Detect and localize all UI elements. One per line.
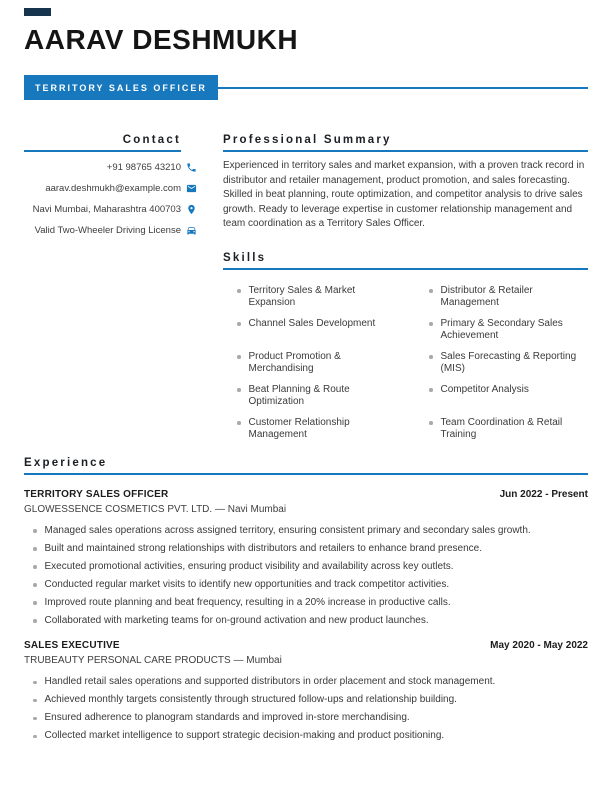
job-title: TERRITORY SALES OFFICER — [24, 488, 169, 500]
contact-heading-rule — [24, 150, 181, 152]
bullet-icon — [237, 388, 241, 392]
bullet-icon — [237, 322, 241, 326]
bullet-icon — [33, 699, 37, 703]
skills-grid — [223, 285, 588, 442]
bullet-icon — [33, 583, 37, 587]
skill-label: Sales Forecasting & Reporting (MIS) — [440, 350, 577, 375]
contact-item — [24, 183, 197, 195]
skill-item — [418, 384, 588, 409]
summary-paragraph: Experienced in territory sales and market expansion, with a proven track record in distributor and retailer management, product promotion, and sales forecasting. Skilled in beat planning, route optimization, and competitor analysis to drive sales growth. Ready to leverage expertise in customer relationship management and team coordination as a Territory Sales Officer. — [223, 160, 585, 230]
skill-item — [418, 351, 588, 376]
skill-item — [226, 318, 396, 343]
two-column-area — [24, 133, 588, 442]
summary-heading-rule — [223, 150, 588, 152]
job-bullet — [24, 597, 588, 610]
job-bullet-text: Handled retail sales operations and supported distributors in order placement and stock management. — [44, 676, 496, 688]
contact-item — [24, 162, 197, 174]
bullet-icon — [237, 355, 241, 359]
job-bullet-text: Managed sales operations across assigned territory, ensuring consistent primary and secondary sales growth. — [44, 524, 531, 536]
job-bullet-text: Conducted regular market visits to identify new opportunities and track competitor activities. — [44, 578, 450, 590]
job-company: GLOWESSENCE COSMETICS PVT. LTD. — Navi Mumbai — [24, 503, 287, 515]
job-bullet — [24, 676, 588, 689]
skill-item — [226, 384, 396, 409]
skill-item — [226, 351, 396, 376]
skill-label: Customer Relationship Management — [248, 416, 350, 441]
skill-item — [418, 285, 588, 310]
job-header — [24, 639, 588, 652]
skills-heading-rule — [223, 268, 588, 270]
job-bullet-text: Ensured adherence to planogram standards and improved in-store merchandising. — [44, 712, 410, 724]
bullet-icon — [33, 681, 37, 685]
job-title: SALES EXECUTIVE — [24, 640, 120, 652]
bullet-icon — [429, 388, 433, 392]
car-icon — [186, 225, 197, 236]
contact-item-text: Navi Mumbai, Maharashtra 400703 — [32, 204, 181, 215]
job-title-badge: TERRITORY SALES OFFICER — [24, 75, 218, 100]
experience-heading: Experience — [24, 456, 108, 469]
bullet-icon — [33, 601, 37, 605]
skill-item — [418, 417, 588, 442]
summary-heading: Professional Summary — [223, 134, 392, 146]
experience-section — [24, 456, 588, 743]
corner-accent-bar — [24, 8, 51, 16]
contact-sidebar — [24, 133, 197, 442]
job-bullet — [24, 730, 588, 743]
bullet-icon — [429, 322, 433, 326]
job-bullet-text: Collected market intelligence to support strategic decision-making and product positioning. — [44, 730, 445, 742]
bullet-icon — [33, 547, 37, 551]
skill-item — [226, 285, 396, 310]
email-icon — [186, 183, 197, 194]
contact-item — [24, 225, 197, 237]
skill-label: Beat Planning & Route Optimization — [248, 383, 350, 408]
job-bullet — [24, 712, 588, 725]
job-bullet-list — [24, 525, 588, 628]
skill-label: Channel Sales Development — [248, 317, 376, 329]
bullet-icon — [33, 717, 37, 721]
job-entry-1 — [24, 488, 588, 628]
job-bullet-list — [24, 676, 588, 743]
job-bullet — [24, 694, 588, 707]
job-bullet-text: Collaborated with marketing teams for on-ground activation and new product launches. — [44, 614, 429, 626]
bullet-icon — [33, 619, 37, 623]
summary-section — [223, 133, 588, 232]
bullet-icon — [33, 735, 37, 739]
main-column — [223, 133, 588, 442]
bullet-icon — [237, 421, 241, 425]
job-bullet-text: Built and maintained strong relationships with distributors and retailers to enhance brand presence. — [44, 542, 482, 554]
skill-label: Team Coordination & Retail Training — [440, 416, 563, 441]
bullet-icon — [33, 529, 37, 533]
job-bullet — [24, 525, 588, 538]
bullet-icon — [429, 289, 433, 293]
skills-heading: Skills — [223, 251, 267, 264]
contact-item — [24, 204, 197, 216]
skill-label: Distributor & Retailer Management — [440, 284, 533, 309]
job-bullet — [24, 561, 588, 574]
skill-label: Primary & Secondary Sales Achievement — [440, 317, 563, 342]
skill-label: Competitor Analysis — [440, 383, 529, 395]
skill-item — [226, 417, 396, 442]
job-bullet — [24, 579, 588, 592]
header-divider-line — [218, 87, 588, 89]
skill-label: Product Promotion & Merchandising — [248, 350, 341, 375]
experience-heading-rule — [24, 473, 588, 475]
job-bullet — [24, 543, 588, 556]
candidate-name: AARAV DESHMUKH — [24, 24, 299, 55]
bullet-icon — [429, 355, 433, 359]
skill-label: Territory Sales & Market Expansion — [248, 284, 356, 309]
job-header — [24, 488, 588, 501]
bullet-icon — [429, 421, 433, 425]
contact-heading: Contact — [122, 134, 181, 146]
contact-list — [24, 162, 197, 237]
title-row — [24, 75, 588, 100]
contact-item-text: Valid Two-Wheeler Driving License — [34, 225, 181, 236]
phone-icon — [186, 162, 197, 173]
job-dates: Jun 2022 - Present — [499, 488, 588, 500]
contact-item-text: aarav.deshmukh@example.com — [45, 183, 181, 194]
skills-section — [223, 251, 588, 442]
job-entry-2 — [24, 639, 588, 743]
job-bullet — [24, 615, 588, 628]
job-bullet-text: Improved route planning and beat frequency, resulting in a 20% increase in productive calls. — [44, 596, 451, 608]
bullet-icon — [237, 289, 241, 293]
job-dates: May 2020 - May 2022 — [490, 640, 588, 652]
contact-item-text: +91 98765 43210 — [106, 162, 181, 173]
job-company: TRUBEAUTY PERSONAL CARE PRODUCTS — Mumbai — [24, 655, 282, 667]
location-pin-icon — [186, 204, 197, 215]
bullet-icon — [33, 565, 37, 569]
skill-item — [418, 318, 588, 343]
job-bullet-text: Executed promotional activities, ensuring product visibility and availability across key outlets. — [44, 560, 454, 572]
job-bullet-text: Achieved monthly targets consistently through structured follow-ups and relationship building. — [44, 694, 457, 706]
